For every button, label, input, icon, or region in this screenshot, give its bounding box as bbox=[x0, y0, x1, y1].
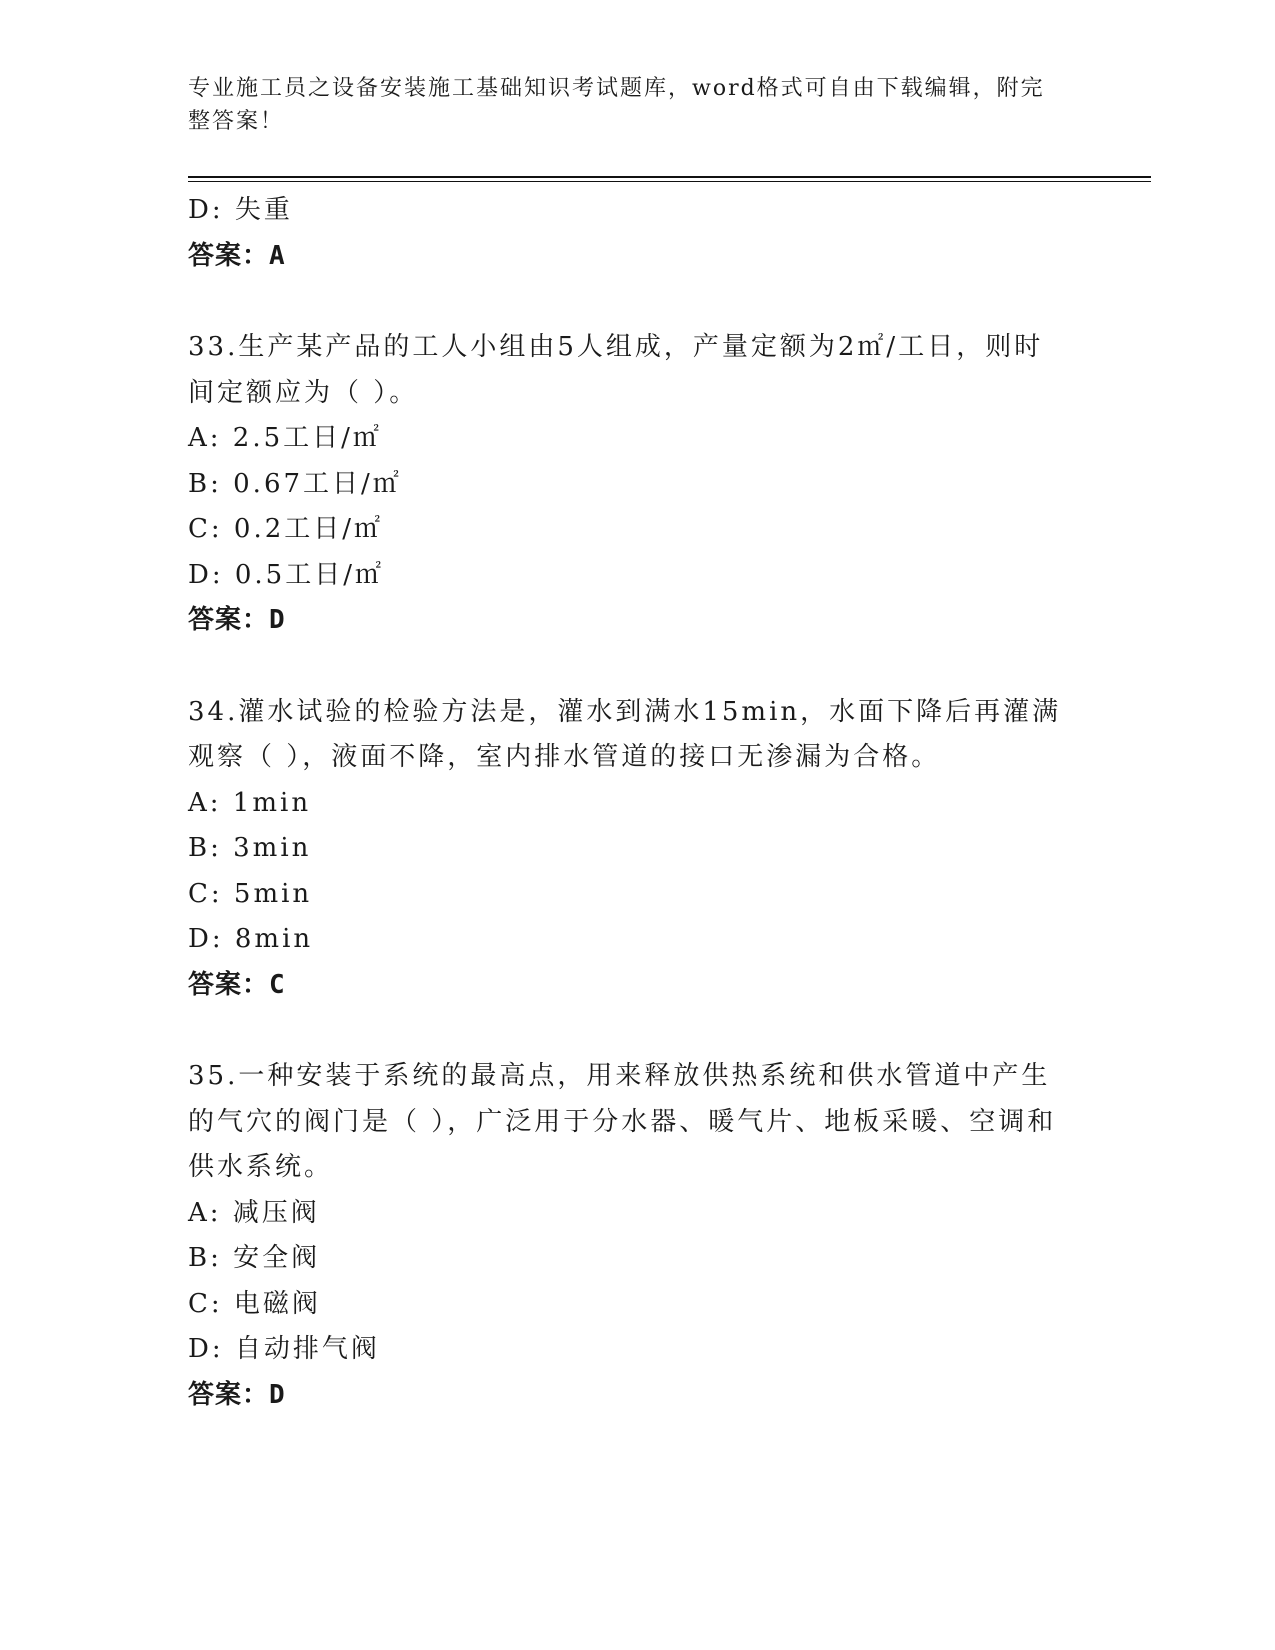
question-stem: 35.一种安装于系统的最高点，用来释放供热系统和供水管道中产生的气穴的阀门是（ ），广泛用于分水器、暖气片、地板采暖、空调和供水系统。 bbox=[188, 1061, 1057, 1182]
option-c: C: 电磁阀 bbox=[188, 1288, 321, 1319]
question-stem: 34.灌水试验的检验方法是，灌水到满水15min，水面下降后再灌满观察（ ），液面不降，室内排水管道的接口无渗漏为合格。 bbox=[188, 696, 1062, 772]
option-c: C: 0.2工日/㎡ bbox=[188, 514, 384, 544]
option-c: C: 5min bbox=[188, 878, 313, 909]
option-d: D: 0.5工日/㎡ bbox=[188, 559, 384, 590]
question-answer: 答案：D bbox=[188, 1379, 286, 1410]
prev-option-d: D: 失重 bbox=[188, 195, 293, 225]
option-b: B: 0.67工日/㎡ bbox=[188, 468, 402, 499]
question-answer: 答案：D bbox=[188, 605, 286, 635]
prev-answer: 答案：A bbox=[188, 240, 286, 271]
option-d: D: 8min bbox=[188, 924, 314, 954]
question-block-34 bbox=[188, 690, 1088, 1009]
option-a: A: 2.5工日/㎡ bbox=[188, 423, 382, 453]
option-b: B: 3min bbox=[188, 833, 312, 863]
option-a: A: 1min bbox=[188, 787, 312, 818]
question-block-35 bbox=[188, 1054, 1088, 1418]
question-answer: 答案：C bbox=[188, 969, 286, 1000]
question-block-33 bbox=[188, 325, 1088, 644]
question-stem: 33.生产某产品的工人小组由5人组成，产量定额为2㎡/工日，则时间定额应为（ ）。 bbox=[188, 332, 1044, 408]
page-header: 专业施工员之设备安装施工基础知识考试题库，word格式可自由下载编辑，附完整答案！ bbox=[188, 76, 1045, 134]
option-a: A: 减压阀 bbox=[188, 1197, 320, 1228]
option-d: D: 自动排气阀 bbox=[188, 1334, 380, 1364]
question-list bbox=[188, 188, 1088, 1464]
header-divider-thick bbox=[188, 176, 1151, 178]
option-b: B: 安全阀 bbox=[188, 1243, 321, 1273]
header-divider-thin bbox=[188, 181, 1151, 182]
